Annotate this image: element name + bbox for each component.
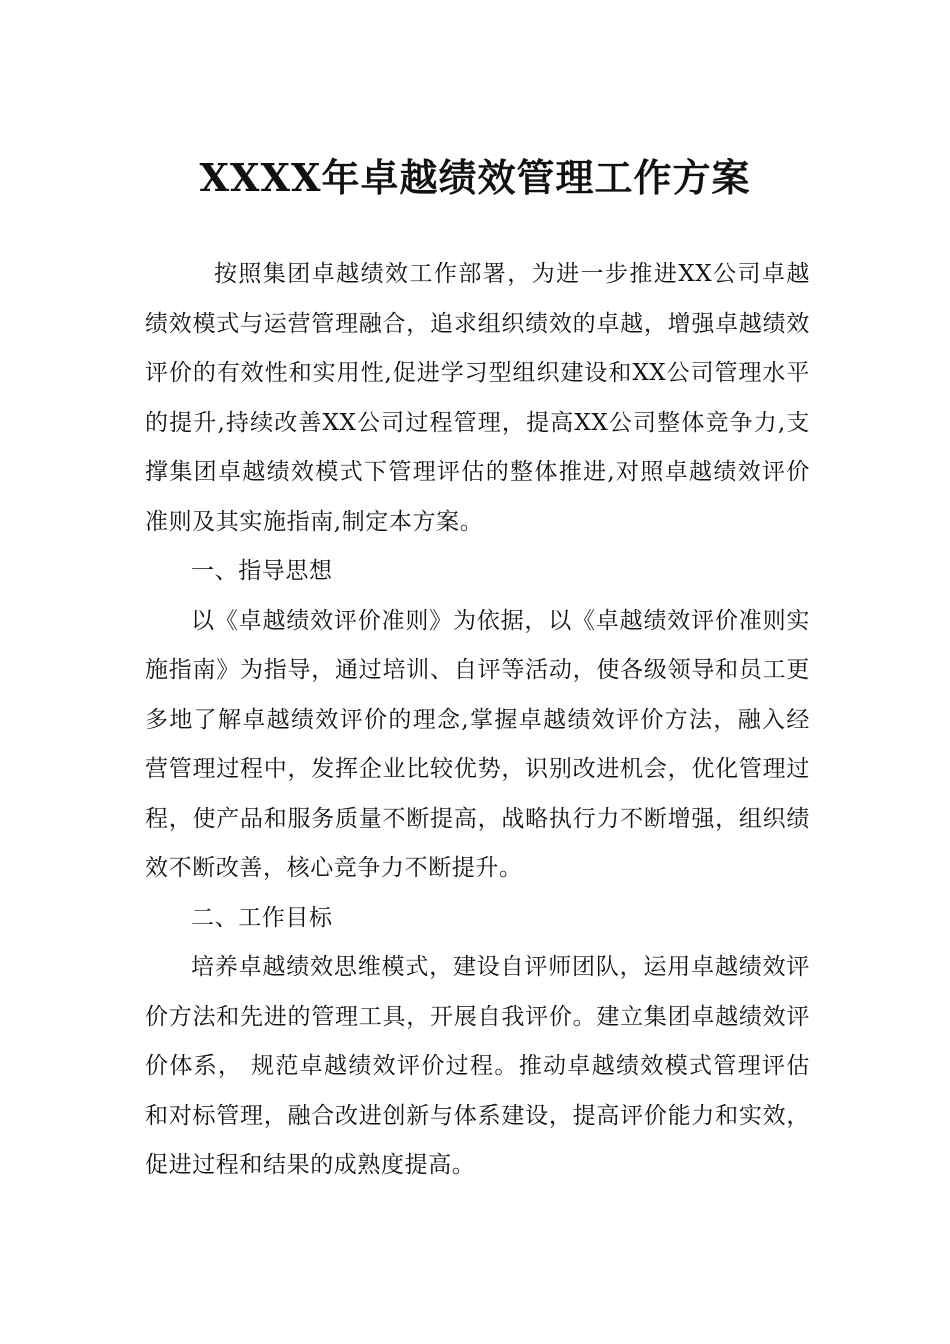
document-body	[145, 250, 810, 1191]
section-body-work-goals: 培养卓越绩效思维模式，建设自评师团队，运用卓越绩效评价方法和先进的管理工具，开展自我评价。建立集团卓越绩效评价体系， 规范卓越绩效评价过程。推动卓越绩效模式管理评估和对标管理，融合改进创新与体系建设，提高评价能力和实效，促进过程和结果的成熟度提高。	[145, 954, 810, 1178]
section-heading-guiding-ideology: 一、指导思想	[191, 558, 333, 584]
section-heading-work-goals: 二、工作目标	[191, 904, 333, 931]
document-title: XXXX年卓越绩效管理工作方案	[199, 155, 751, 200]
intro-paragraph: 按照集团卓越绩效工作部署，为进一步推进XX公司卓越绩效模式与运营管理融合，追求组织绩效的卓越，增强卓越绩效评价的有效性和实用性,促进学习型组织建设和XX公司管理水平的提升,持续改善XX公司过程管理，提高XX公司整体竞争力,支撑集团卓越绩效模式下管理评估的整体推进,对照卓越绩效评价准则及其实施指南,制定本方案。	[145, 261, 810, 535]
section-body-guiding-ideology: 以《卓越绩效评价准则》为依据，以《卓越绩效评价准则实施指南》为指导，通过培训、自评等活动，使各级领导和员工更多地了解卓越绩效评价的理念,掌握卓越绩效评价方法，融入经营管理过程中，发挥企业比较优势，识别改进机会，优化管理过程，使产品和服务质量不断提高，战略执行力不断增强，组织绩效不断改善，核心竞争力不断提升。	[145, 607, 810, 881]
